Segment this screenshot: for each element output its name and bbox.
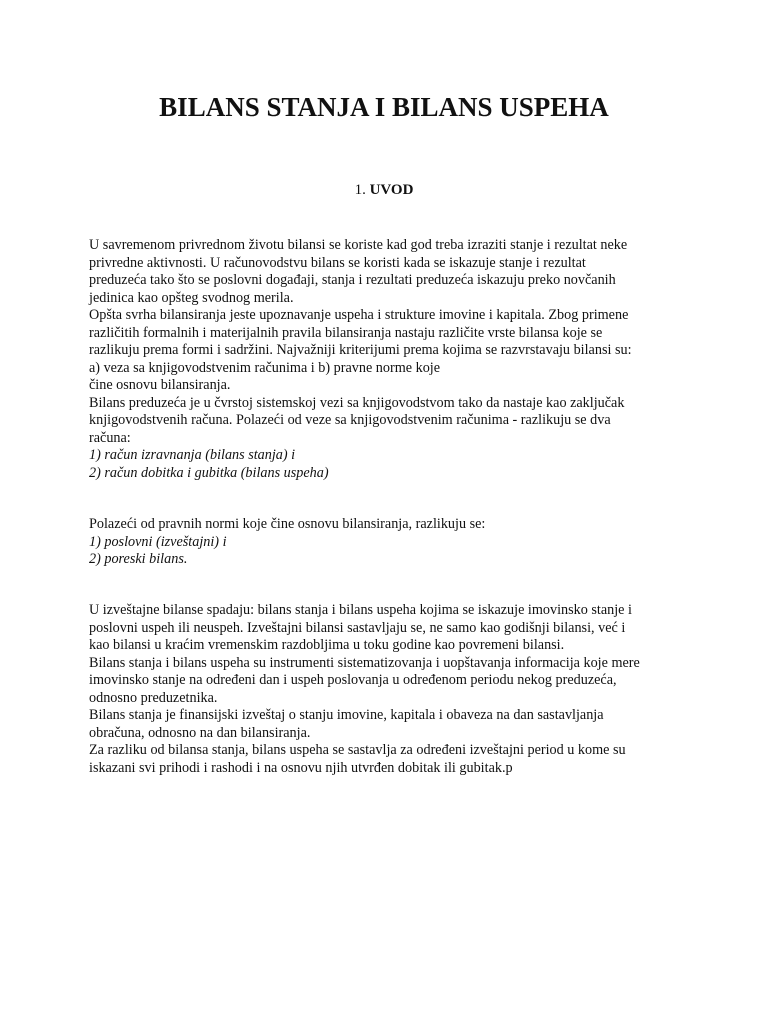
text-line: Polazeći od pravnih normi koje čine osnovu bilansiranja, razlikuju se: bbox=[89, 516, 486, 532]
text-line: Bilans stanja i bilans uspeha su instrumenti sistematizovanja i uopštavanja informacija koje mere bbox=[89, 654, 640, 671]
text-line: obračuna, odnosno na dan bilansiranja. bbox=[89, 724, 311, 741]
document-title: BILANS STANJA I BILANS USPEHA bbox=[159, 92, 609, 122]
text-line: čine osnovu bilansiranja. bbox=[89, 377, 231, 393]
text-line: poslovni uspeh ili neuspeh. Izveštajni bilansi sastavljaju se, ne samo kao godišnji bilansi, već i bbox=[89, 619, 626, 636]
text-line: razlikuju prema formi i sadržini. Najvažniji kriterijumi prema kojima se razvrstavaju bilansi su: bbox=[89, 342, 632, 358]
text-line: 2) račun dobitka i gubitka (bilans uspeha) bbox=[89, 464, 329, 481]
paragraph-group-reporting bbox=[89, 602, 689, 777]
text-line: knjigovodstvenih računa. Polazeći od veze sa knjigovodstvenim računima - razlikuju se dva bbox=[89, 412, 611, 428]
section-heading bbox=[0, 182, 768, 199]
section-number: 1. bbox=[354, 182, 366, 198]
text-line: jedinica kao opšteg svodnog merila. bbox=[89, 289, 294, 306]
text-line: 2) poreski bilans. bbox=[89, 551, 188, 567]
text-line: Bilans preduzeća je u čvrstoj sistemskoj vezi sa knjigovodstvom tako da nastaje kao zaključak bbox=[89, 394, 625, 411]
text-line: 1) račun izravnanja (bilans stanja) i bbox=[89, 447, 296, 463]
text-line: privredne aktivnosti. U računovodstvu bilans se koristi kada se iskazuje stanje i rezultat bbox=[89, 254, 586, 271]
text-line: 1) poslovni (izveštajni) i bbox=[89, 533, 227, 550]
text-line: U savremenom privrednom životu bilansi se koriste kad god treba izraziti stanje i rezultat neke bbox=[89, 237, 628, 253]
paragraph-group-legal-norms bbox=[89, 516, 689, 569]
section-title: UVOD bbox=[369, 182, 414, 198]
text-line: računa: bbox=[89, 429, 131, 446]
text-line: Bilans stanja je finansijski izveštaj o stanju imovine, kapitala i obaveza na dan sastavljanja bbox=[89, 707, 604, 723]
text-line: različitih formalnih i materijalnih pravila bilansiranja nastaju različite vrste bilansa koje se bbox=[89, 324, 603, 341]
text-line: iskazani svi prihodi i rashodi i na osnovu njih utvrđen dobitak ili gubitak.p bbox=[89, 759, 513, 776]
text-line: preduzeća tako što se poslovni događaji, stanja i rezultati preduzeća iskazuju preko novčanih bbox=[89, 272, 616, 288]
text-line: a) veza sa knjigovodstvenim računima i b) pravne norme koje bbox=[89, 359, 441, 376]
text-line: Opšta svrha bilansiranja jeste upoznavanje uspeha i strukture imovine i kapitala. Zbog primene bbox=[89, 307, 629, 323]
paragraph-group-intro bbox=[89, 237, 689, 482]
text-line: odnosno preduzetnika. bbox=[89, 689, 218, 706]
text-line: Za razliku od bilansa stanja, bilans uspeha se sastavlja za određeni izveštajni period u kome su bbox=[89, 742, 626, 758]
text-line: imovinsko stanje na određeni dan i uspeh poslovanja u određenom periodu nekog preduzeća, bbox=[89, 672, 617, 688]
text-line: kao bilansi u kraćim vremenskim razdobljima u toku godine kao povremeni bilansi. bbox=[89, 637, 565, 653]
text-line: U izveštajne bilanse spadaju: bilans stanja i bilans uspeha kojima se iskazuje imovinsko stanje i bbox=[89, 602, 632, 618]
